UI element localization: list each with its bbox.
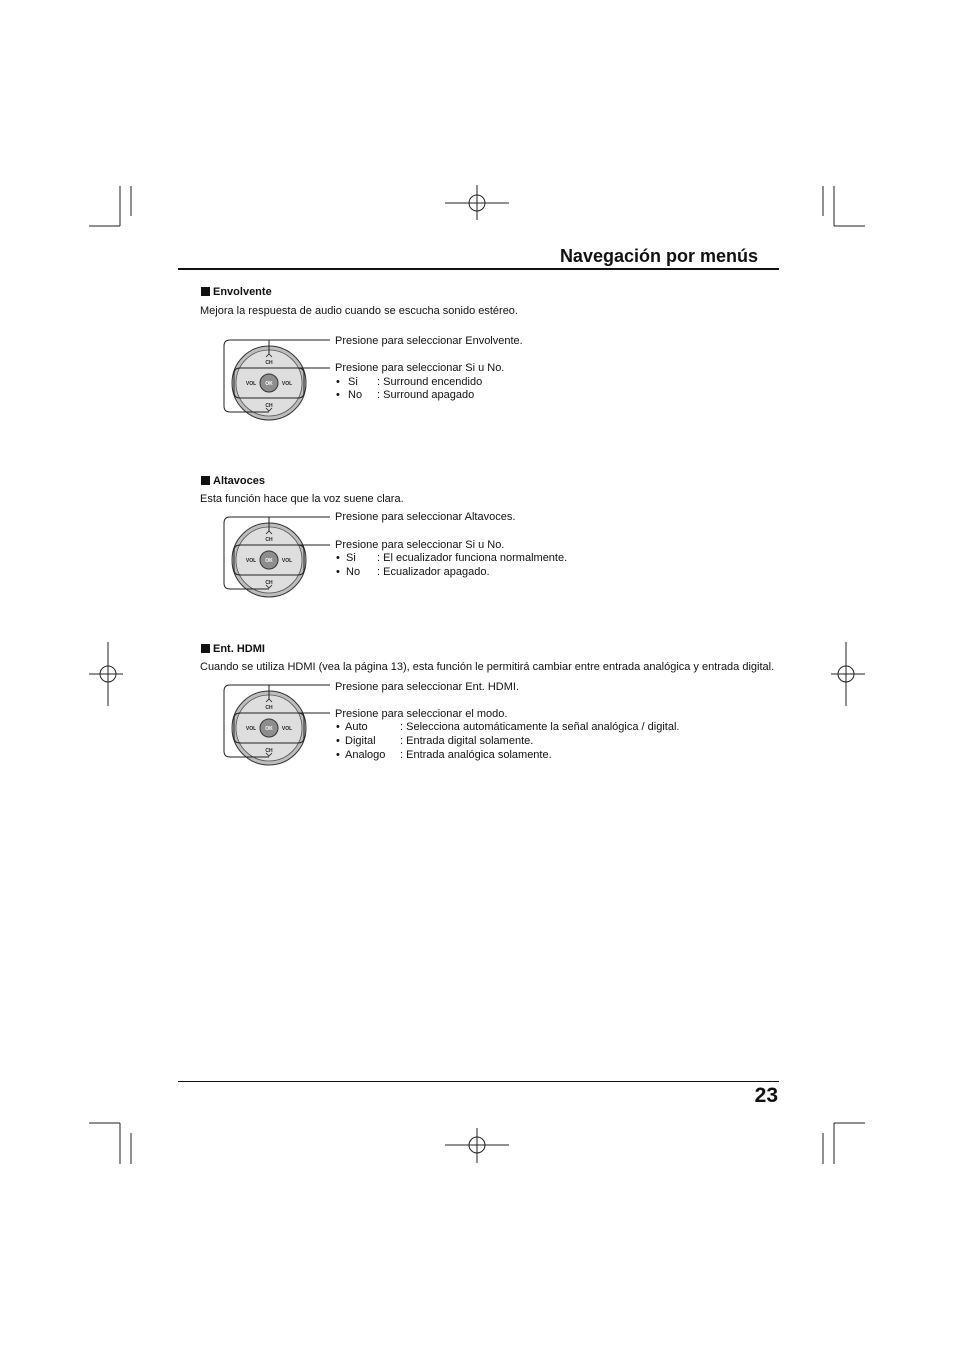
ok-label: OK: [265, 558, 273, 564]
ch-up-label: CH: [265, 705, 273, 711]
vol-right-label: VOL: [281, 726, 293, 732]
option-name: Analogo: [345, 749, 386, 761]
ch-up-label: CH: [265, 537, 273, 543]
ok-label: OK: [265, 381, 273, 387]
option-name: No: [348, 389, 363, 401]
callout-choose: Presione para seleccionar Si u No.: [335, 362, 505, 374]
section-heading-envolvente: Envolvente: [201, 285, 272, 299]
vol-left-label: VOL: [245, 726, 257, 732]
callout-select: Presione para seleccionar Ent. HDMI.: [335, 681, 520, 693]
ch-down-label: CH: [265, 403, 273, 409]
vol-right-label: VOL: [281, 558, 293, 564]
option-desc: : Ecualizador apagado.: [377, 566, 490, 578]
option-row: • No : Surround apagado: [336, 389, 475, 401]
option-desc: : Entrada digital solamente.: [400, 735, 534, 747]
ch-up-label: CH: [265, 360, 273, 366]
option-row: • No : Ecualizador apagado.: [336, 566, 490, 578]
callout-select: Presione para seleccionar Altavoces.: [335, 511, 516, 523]
section-description: Cuando se utiliza HDMI (vea la página 13), esta función le permitirá cambiar entre entrada analógica y entrada digital.: [200, 661, 775, 673]
option-row: • Digital : Entrada digital solamente.: [336, 735, 534, 747]
option-desc: : Entrada analógica solamente.: [400, 749, 552, 761]
ok-label: OK: [265, 726, 273, 732]
footer-rule: [178, 1081, 779, 1082]
option-name: No: [346, 566, 361, 578]
section-heading-ent-hdmi: Ent. HDMI: [201, 642, 265, 656]
section-heading-altavoces: Altavoces: [201, 474, 265, 488]
option-row: • Si : Surround encendido: [336, 376, 483, 388]
page-title: Navegación por menús: [559, 246, 758, 266]
page-number: 23: [754, 1084, 778, 1107]
vol-left-label: VOL: [245, 381, 257, 387]
remote-dpad-diagram: [220, 336, 340, 426]
option-name: Auto: [345, 721, 368, 733]
remote-dpad-diagram: [220, 513, 340, 603]
option-name: Digital: [345, 735, 376, 747]
option-name: Si: [348, 376, 358, 388]
ch-down-label: CH: [265, 580, 273, 586]
vol-left-label: VOL: [245, 558, 257, 564]
ch-down-label: CH: [265, 748, 273, 754]
option-desc: : Surround apagado: [377, 389, 475, 401]
option-row: • Si : El ecualizador funciona normalmente.: [336, 552, 568, 564]
option-row: • Analogo : Entrada analógica solamente.: [336, 749, 552, 761]
option-desc: : El ecualizador funciona normalmente.: [377, 552, 568, 564]
vol-right-label: VOL: [281, 381, 293, 387]
section-description: Esta función hace que la voz suene clara.: [200, 493, 404, 505]
square-bullet-icon: [201, 644, 210, 653]
callout-select: Presione para seleccionar Envolvente.: [335, 335, 523, 347]
option-row: • Auto : Selecciona automáticamente la señal analógica / digital.: [336, 721, 680, 733]
square-bullet-icon: [201, 287, 210, 296]
callout-choose: Presione para seleccionar Si u No.: [335, 539, 505, 551]
remote-dpad-diagram: [220, 681, 340, 771]
section-description: Mejora la respuesta de audio cuando se escucha sonido estéreo.: [200, 305, 518, 317]
option-name: Si: [346, 552, 356, 564]
header-rule: [178, 268, 779, 270]
callout-choose: Presione para seleccionar el modo.: [335, 708, 508, 720]
option-desc: : Surround encendido: [377, 376, 483, 388]
square-bullet-icon: [201, 476, 210, 485]
option-desc: : Selecciona automáticamente la señal analógica / digital.: [400, 721, 680, 733]
